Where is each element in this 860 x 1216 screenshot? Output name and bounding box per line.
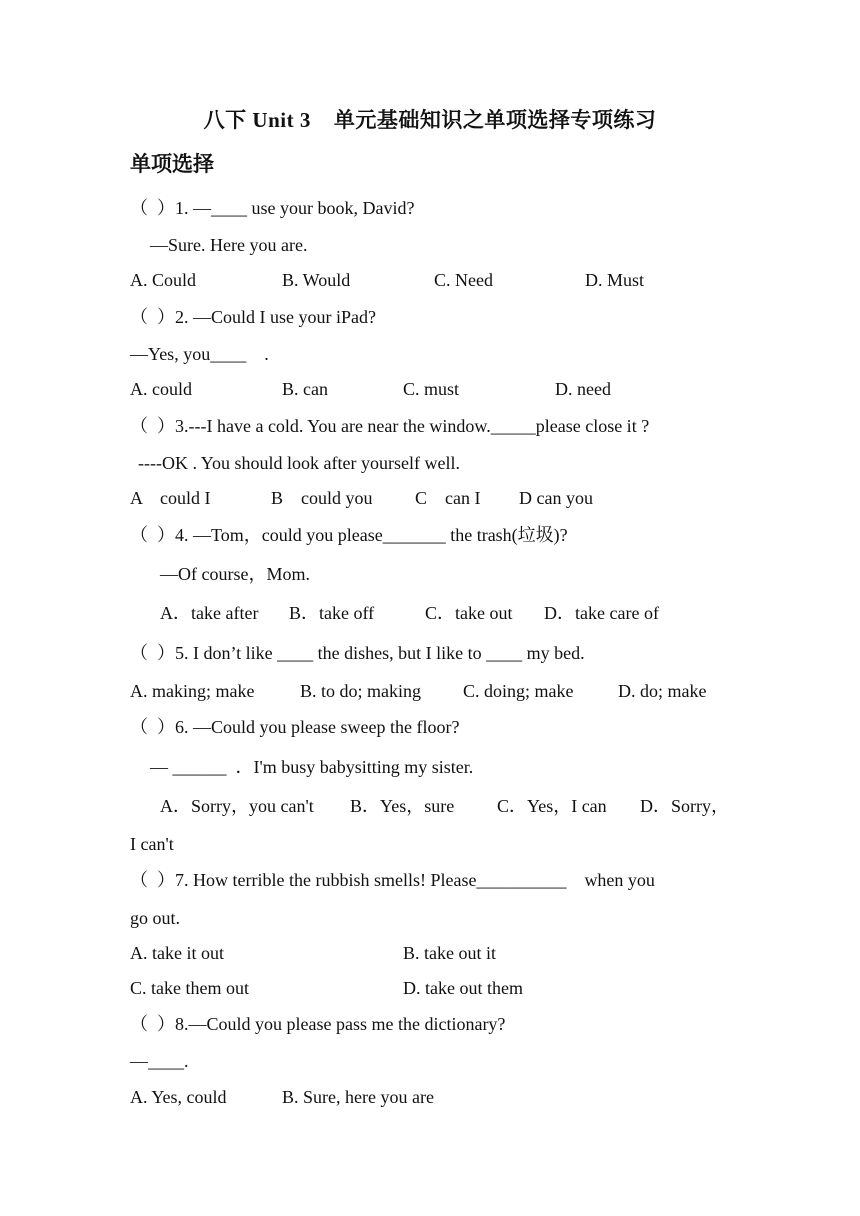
question-8-option-b: B. Sure, here you are	[282, 1087, 434, 1107]
question-8-reply: —____.	[130, 1051, 189, 1071]
question-1-reply: —Sure. Here you are.	[150, 235, 308, 255]
question-2-reply: —Yes, you____ .	[130, 344, 269, 364]
question-3-option-b: B could you	[271, 488, 373, 508]
question-4-stem: （ ）4. —Tom，could you please_______ the trash(垃圾)?	[130, 525, 568, 545]
question-2-stem: （ ）2. —Could I use your iPad?	[130, 307, 376, 327]
question-5-option-c: C. doing; make	[463, 681, 574, 701]
question-7-option-d: D. take out them	[403, 978, 523, 998]
question-4-reply: —Of course，Mom.	[160, 564, 310, 584]
question-6-option-a: A．Sorry，you can't	[160, 796, 314, 816]
question-7-option-c: C. take them out	[130, 978, 249, 998]
question-5-option-a: A. making; make	[130, 681, 255, 701]
question-8-option-a: A. Yes, could	[130, 1087, 227, 1107]
question-1-option-c: C. Need	[434, 270, 493, 290]
question-5-stem: （ ）5. I don’t like ____ the dishes, but I like to ____ my bed.	[130, 643, 585, 663]
question-3-stem: （ ）3.---I have a cold. You are near the window._____please close it ?	[130, 416, 650, 436]
question-7-option-b: B. take out it	[403, 943, 496, 963]
question-2-option-c: C. must	[403, 379, 460, 399]
question-4-option-c: C．take out	[425, 603, 513, 623]
question-2-option-a: A. could	[130, 379, 192, 399]
question-1-option-d: D. Must	[585, 270, 645, 290]
question-7-stem: （ ）7. How terrible the rubbish smells! Please__________ when you	[130, 870, 655, 890]
question-6-reply: — ______ ．I'm busy babysitting my sister.	[150, 757, 474, 777]
question-1-option-b: B. Would	[282, 270, 351, 290]
question-6-option-d: D．Sorry，	[640, 796, 729, 816]
question-4-option-a: A．take after	[160, 603, 259, 623]
section-heading: 单项选择	[130, 152, 214, 176]
question-2-option-b: B. can	[282, 379, 328, 399]
question-7-stem-wrap: go out.	[130, 908, 181, 928]
page-title: 八下 Unit 3 单元基础知识之单项选择专项练习	[203, 108, 657, 132]
question-6-option-b: B．Yes，sure	[350, 796, 455, 816]
question-3-option-d: D can you	[519, 488, 593, 508]
question-3-reply: ----OK . You should look after yourself well.	[138, 453, 460, 473]
question-2-option-d: D. need	[555, 379, 611, 399]
question-3-option-a: A could I	[130, 488, 211, 508]
question-5-option-d: D. do; make	[618, 681, 707, 701]
question-1-stem: （ ）1. —____ use your book, David?	[130, 198, 415, 218]
question-4-option-d: D．take care of	[544, 603, 659, 623]
question-1-option-a: A. Could	[130, 270, 197, 290]
question-8-stem: （ ）8.—Could you please pass me the dictionary?	[130, 1014, 506, 1034]
question-4-option-b: B．take off	[289, 603, 375, 623]
question-7-option-a: A. take it out	[130, 943, 224, 963]
question-6-option-d-wrap: I can't	[130, 834, 174, 854]
question-6-option-c: C．Yes，I can	[497, 796, 607, 816]
question-5-option-b: B. to do; making	[300, 681, 421, 701]
question-6-stem: （ ）6. —Could you please sweep the floor?	[130, 717, 460, 737]
question-3-option-c: C can I	[415, 488, 481, 508]
